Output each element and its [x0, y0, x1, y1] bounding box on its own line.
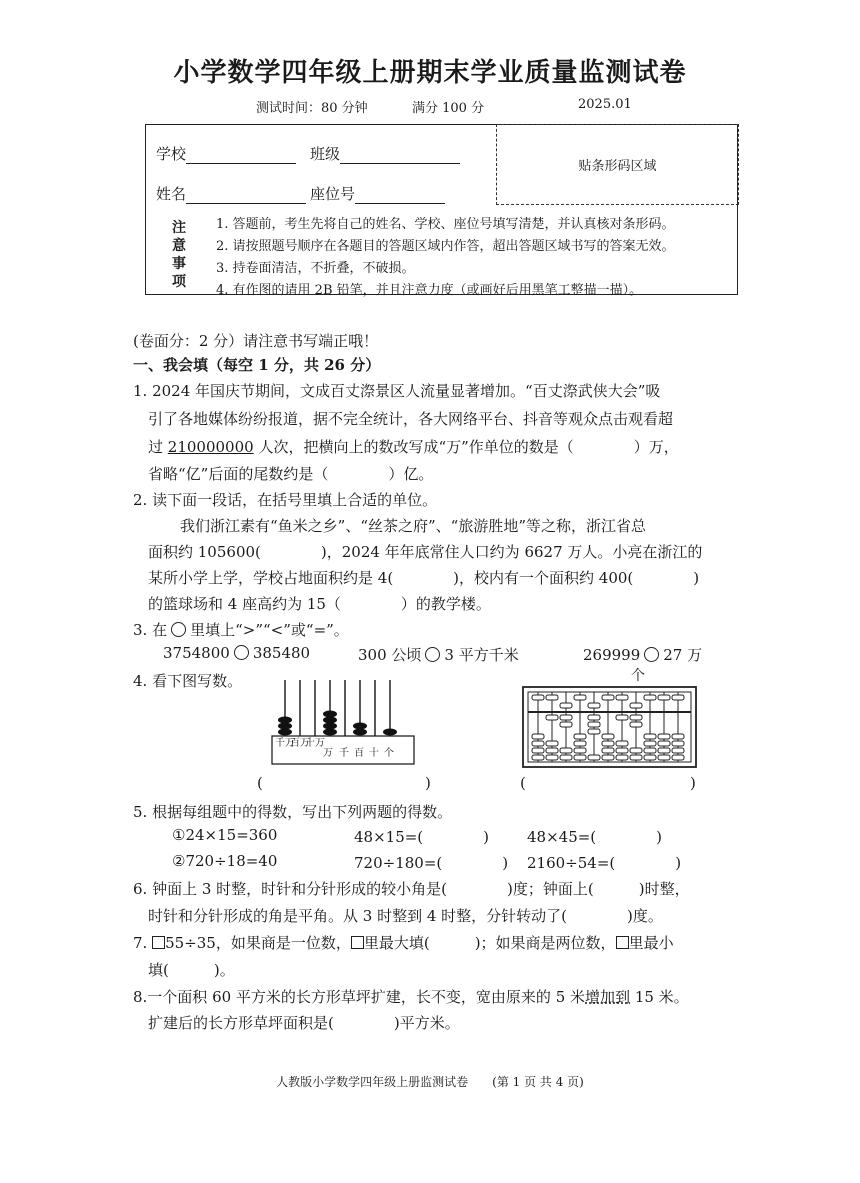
- q2-line2: 我们浙江素有“鱼米之乡”、“丝茶之府”、“旅游胜地”等之称，浙江省总: [180, 517, 647, 535]
- q8-line2: 扩建后的长方形草坪面积是( )平方米。: [148, 1014, 460, 1032]
- student-info-box: [145, 124, 738, 298]
- class-field[interactable]: [340, 149, 460, 164]
- q2-line3: 面积约 105600( )，2024 年年底常住人口约为 6627 万人。小亮在浙江的: [148, 543, 703, 561]
- square-blank: [152, 936, 165, 949]
- compare-left: 300 公顷: [358, 646, 422, 664]
- q6-line1: 6. 钟面上 3 时整，时针和分针形成的较小角是( )度；钟面上( )时整，: [133, 880, 690, 898]
- circle-blank[interactable]: [234, 645, 249, 660]
- school-label: 学校: [156, 145, 187, 163]
- q7-text: 里最小: [628, 934, 674, 952]
- q7-line1: [133, 932, 674, 953]
- q3-line1: [133, 619, 349, 640]
- q5-given-2: ②720÷18=40: [172, 852, 278, 870]
- place-label: 百万: [290, 738, 310, 749]
- q8-line1: [133, 986, 689, 1007]
- barcode-label: 贴条形码区域: [578, 159, 657, 174]
- q8-text: 15 米。: [630, 988, 689, 1006]
- q5-blank-2[interactable]: 48×45=( ): [527, 828, 663, 846]
- barcode-area: [496, 124, 739, 205]
- q5-blank-3[interactable]: 720÷180=( ): [354, 854, 509, 872]
- notice-char: 注: [172, 220, 186, 236]
- square-blank: [616, 936, 629, 949]
- q1-line3: [148, 436, 679, 457]
- q3-text: 里填上“>”“<”或“=”。: [190, 621, 349, 639]
- q8-emphasis: 增加到: [585, 988, 631, 1006]
- q4-answer-left-open[interactable]: (: [257, 774, 263, 792]
- q1-number: 210000000: [167, 438, 254, 456]
- q7-text: 7.: [133, 934, 153, 952]
- q2-line4: 某所小学上学，学校占地面积约是 4( )，校内有一个面积约 400( ): [148, 569, 700, 587]
- place-label: 个: [384, 748, 394, 759]
- place-label: 十: [369, 748, 379, 759]
- notice-char: 意: [172, 238, 186, 254]
- circle-blank[interactable]: [425, 647, 440, 662]
- q7-text: 里最大填( )；如果商是两位数，: [363, 934, 616, 952]
- notice-item: 4. 有作图的请用 2B 铅笔，并且注意力度（或画好后用黑笔工整描一描）。: [216, 283, 643, 298]
- q3-compare-3: [583, 644, 702, 665]
- test-date: 2025.01: [578, 97, 632, 112]
- notice-item: 1. 答题前，考生先将自己的姓名、学校、座位号填写清楚，并认真核对条形码。: [216, 217, 675, 232]
- seat-label: 座位号: [310, 185, 356, 203]
- q7-line2: 填( )。: [148, 961, 235, 979]
- q1-text: 人次，把横向上的数改写成“万”作单位的数是（ ）万，: [253, 438, 679, 456]
- q3-compare-2: [358, 644, 519, 665]
- q7-text: 55÷35，如果商是一位数，: [165, 934, 351, 952]
- place-label: 百: [354, 748, 364, 759]
- notice-item: 2. 请按照题号顺序在各题目的答题区域内作答，超出答题区域书写的答案无效。: [216, 239, 675, 254]
- name-label: 姓名: [156, 185, 187, 203]
- q1-text: 过: [148, 438, 168, 456]
- abacus-label-ge: 个: [631, 668, 645, 684]
- compare-left: 3754800: [163, 644, 230, 662]
- q2-line1: 2. 读下面一段话，在括号里填上合适的单位。: [133, 491, 438, 509]
- compare-right: 27 万: [663, 646, 703, 664]
- q5-blank-1[interactable]: 48×15=( ): [354, 828, 490, 846]
- place-label: 千万: [275, 738, 295, 749]
- q5-blank-4[interactable]: 2160÷54=( ): [527, 854, 682, 872]
- compare-right: 385480: [252, 644, 311, 662]
- neatness-note: (卷面分：2 分）请注意书写端正哦！: [133, 332, 379, 350]
- q1-line2: 引了各地媒体纷纷报道，据不完全统计，各大网络平台、抖音等观众点击观看超: [148, 410, 674, 428]
- notice-char: 事: [172, 256, 186, 272]
- page-footer: 人教版小学数学四年级上册监测试卷 (第 1 页 共 4 页): [276, 1075, 584, 1089]
- section-heading: 一、我会填（每空 1 分，共 26 分）: [133, 356, 381, 374]
- test-time: 测试时间：80 分钟: [256, 101, 368, 116]
- q4-line1: 4. 看下图写数。: [133, 672, 243, 690]
- notice-heading: [170, 219, 188, 291]
- seat-field[interactable]: [355, 189, 445, 204]
- q5-line1: 5. 根据每组题中的得数，写出下列两题的得数。: [133, 803, 453, 821]
- q5-given-1: ①24×15=360: [172, 826, 278, 844]
- square-blank: [351, 936, 364, 949]
- page-title: 小学数学四年级上册期末学业质量监测试卷: [173, 58, 687, 88]
- class-label: 班级: [310, 145, 341, 163]
- q1-line1: 1. 2024 年国庆节期间，文成百丈漈景区人流量显著增加。“百丈漈武侠大会”吸: [133, 382, 661, 400]
- q3-text: 3. 在: [133, 621, 168, 639]
- circle-blank[interactable]: [644, 647, 659, 662]
- notice-item: 3. 持卷面清洁，不折叠，不破损。: [216, 261, 415, 276]
- circle-blank: [171, 622, 186, 637]
- q8-text: 8.一个面积 60 平方米的长方形草坪扩建，长不变，宽由原来的 5 米: [133, 988, 586, 1006]
- q4-answer-right-close: ): [690, 774, 696, 792]
- place-label: 十万: [305, 738, 325, 749]
- q4-answer-right-open[interactable]: (: [520, 774, 526, 792]
- full-score: 满分 100 分: [412, 101, 485, 116]
- place-label: 千: [339, 748, 349, 759]
- place-label: 万: [323, 748, 333, 759]
- q6-line2: 时针和分针形成的角是平角。从 3 时整到 4 时整，分针转动了( )度。: [148, 907, 663, 925]
- q4-answer-left-close: ): [425, 774, 431, 792]
- q3-compare-1: [163, 644, 310, 662]
- compare-left: 269999: [583, 646, 641, 664]
- notice-char: 项: [172, 274, 186, 290]
- q2-line5: 的篮球场和 4 座高约为 15（ ）的教学楼。: [148, 595, 491, 613]
- compare-right: 3 平方千米: [444, 646, 519, 664]
- abacus-figure: [522, 686, 697, 768]
- q1-line4: 省略“亿”后面的尾数约是（ ）亿。: [148, 465, 434, 483]
- school-field[interactable]: [186, 149, 296, 164]
- name-field[interactable]: [186, 189, 306, 204]
